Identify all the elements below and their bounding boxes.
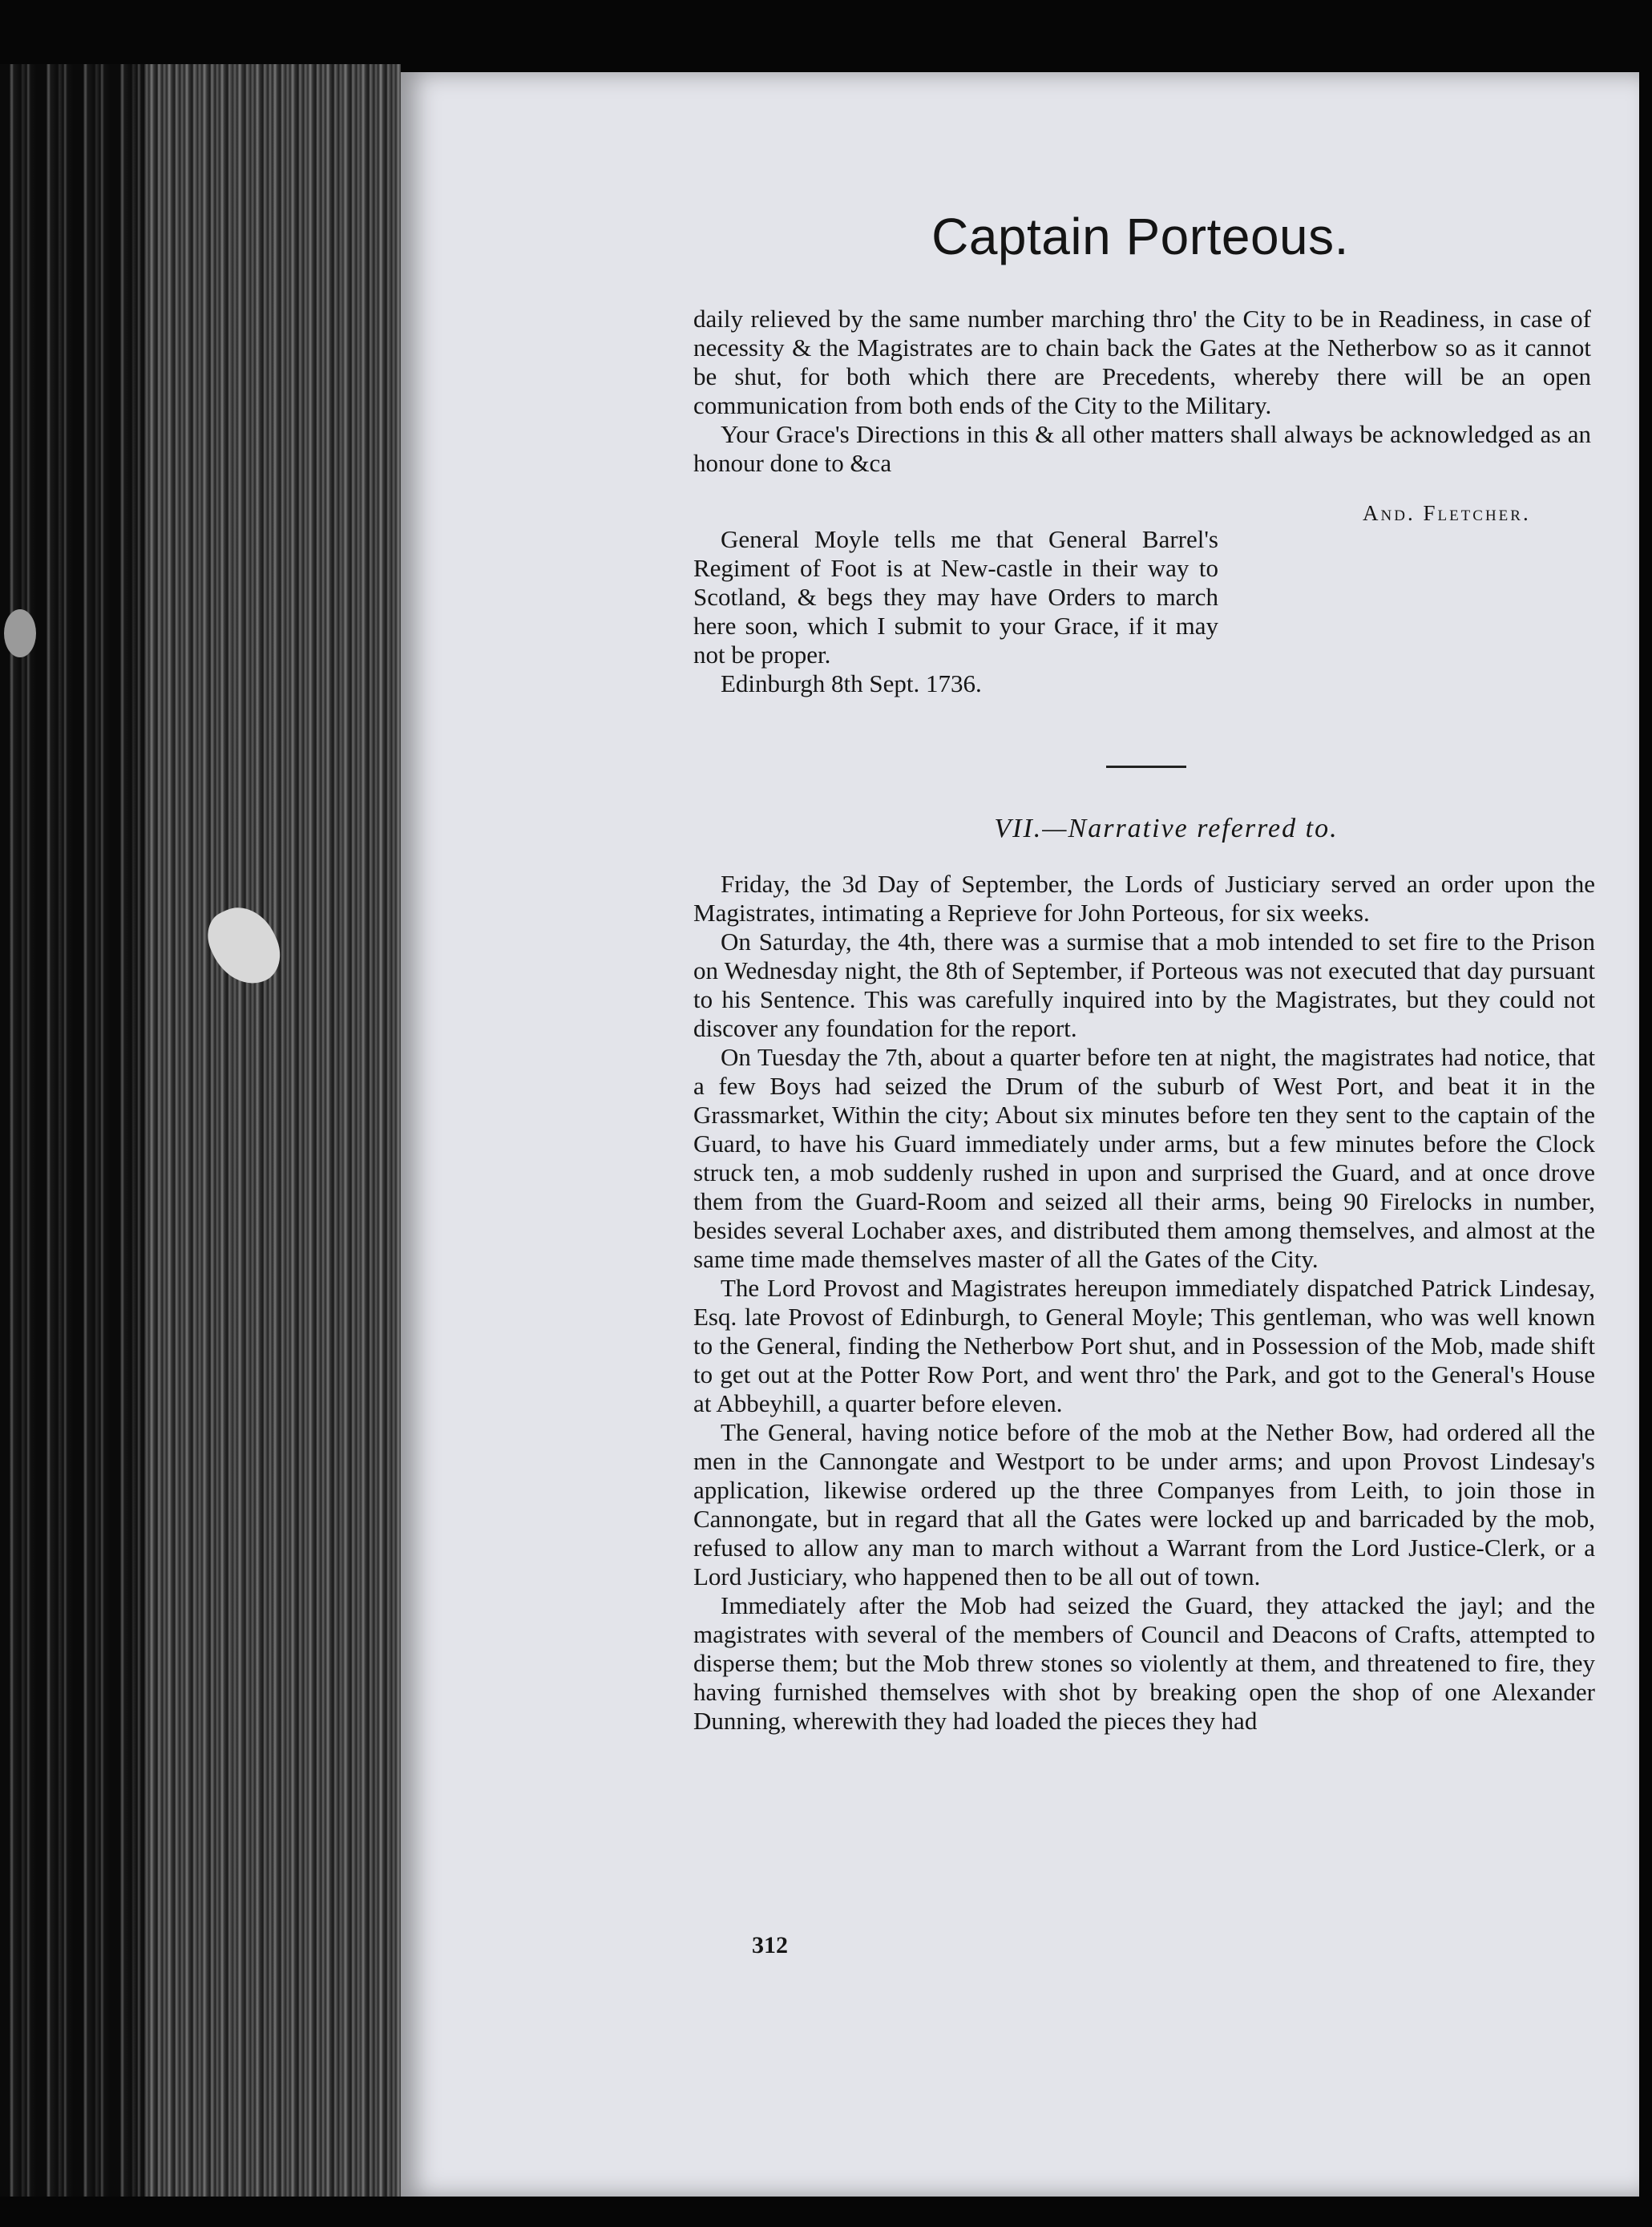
narrative-paragraph: On Saturday, the 4th, there was a surmise that a mob intended to set fire to the Prison on Wednesday night, the 8th of September, if Porteous was not executed that day pursuant to his Sentence. This was carefully inquired into by the Magistrates, but they could not discover any foundation for the report. xyxy=(693,928,1595,1042)
letter-continuation xyxy=(693,305,1591,478)
narrative-paragraph: The General, having notice before of the mob at the Nether Bow, had ordered all the men in the Cannongate and Westport to be under arms; and upon Provost Lindesay's application, likewise ordered up the three Companyes from Leith, to join those in Cannongate, but in regard that all the Gates were locked up and barricaded by the mob, refused to allow any man to march without a Warrant from the Lord Justice-Clerk, or a Lord Justiciary, who happened then to be all out of town. xyxy=(693,1418,1595,1590)
dateline: Edinburgh 8th Sept. 1736. xyxy=(721,669,982,697)
page-edges xyxy=(144,64,401,2197)
postscript-text: General Moyle tells me that General Barrel's Regiment of Foot is at New-castle in their way to Scotland, & begs they may have Orders to march here soon, which I submit to your Grace, if it may not be proper. xyxy=(693,525,1218,669)
section-heading: VII.—Narrative referred to. xyxy=(994,814,1339,843)
postscript xyxy=(693,525,1218,698)
narrative-paragraph: Friday, the 3d Day of September, the Lords of Justiciary served an order upon the Magistrates, intimating a Reprieve for John Porteous, for six weeks. xyxy=(693,870,1595,927)
page-title: Captain Porteous. xyxy=(931,208,1349,265)
section-divider xyxy=(1106,766,1186,768)
letter-signature: And. Fletcher. xyxy=(1363,501,1531,525)
letter-paragraph: Your Grace's Directions in this & all other matters shall always be acknowledged as an honour done to &ca xyxy=(693,420,1591,477)
narrative-paragraph: Immediately after the Mob had seized the Guard, they attacked the jayl; and the magistrates with several of the members of Council and Deacons of Crafts, attempted to disperse them; but the Mob threw stones so violently at them, and threatened to fire, they having furnished themselves with shot by breaking open the shop of one Alexander Dunning, wherewith they had loaded the pieces they had xyxy=(693,1591,1595,1735)
narrative-paragraph: On Tuesday the 7th, about a quarter before ten at night, the magistrates had notice, that a few Boys had seized the Drum of the suburb of West Port, and beat it in the Grassmarket, Within the city; About six minutes before ten they sent to the captain of the Guard, to have his Guard immediately under arms, but a few minutes before the Clock struck ten, a mob suddenly rushed in upon and surprised the Guard, and at once drove them from the Guard-Room and seized all their arms, being 90 Firelocks in number, besides several Lochaber axes, and distributed them among themselves, and almost at the same time made themselves master of all the Gates of the City. xyxy=(693,1043,1595,1273)
narrative-paragraph: The Lord Provost and Magistrates hereupon immediately dispatched Patrick Lindesay, Esq. late Provost of Edinburgh, to General Moyle; This gentleman, who was well known to the General, finding the Netherbow Port shut, and in Possession of the Mob, made shift to get out at the Potter Row Port, and went thro' the Park, and got to the General's House at Abbeyhill, a quarter before eleven. xyxy=(693,1274,1595,1417)
book-page xyxy=(401,72,1639,2197)
narrative-text xyxy=(693,870,1595,1736)
paper-blemish-small xyxy=(4,609,36,657)
letter-paragraph: daily relieved by the same number marching thro' the City to be in Readiness, in case of necessity & the Magistrates are to chain back the Gates at the Netherbow so as it cannot be shut, for both which there are Precedents, whereby there will be an open communication from both ends of the City to the Military. xyxy=(693,305,1591,419)
page-number: 312 xyxy=(752,1932,788,1958)
